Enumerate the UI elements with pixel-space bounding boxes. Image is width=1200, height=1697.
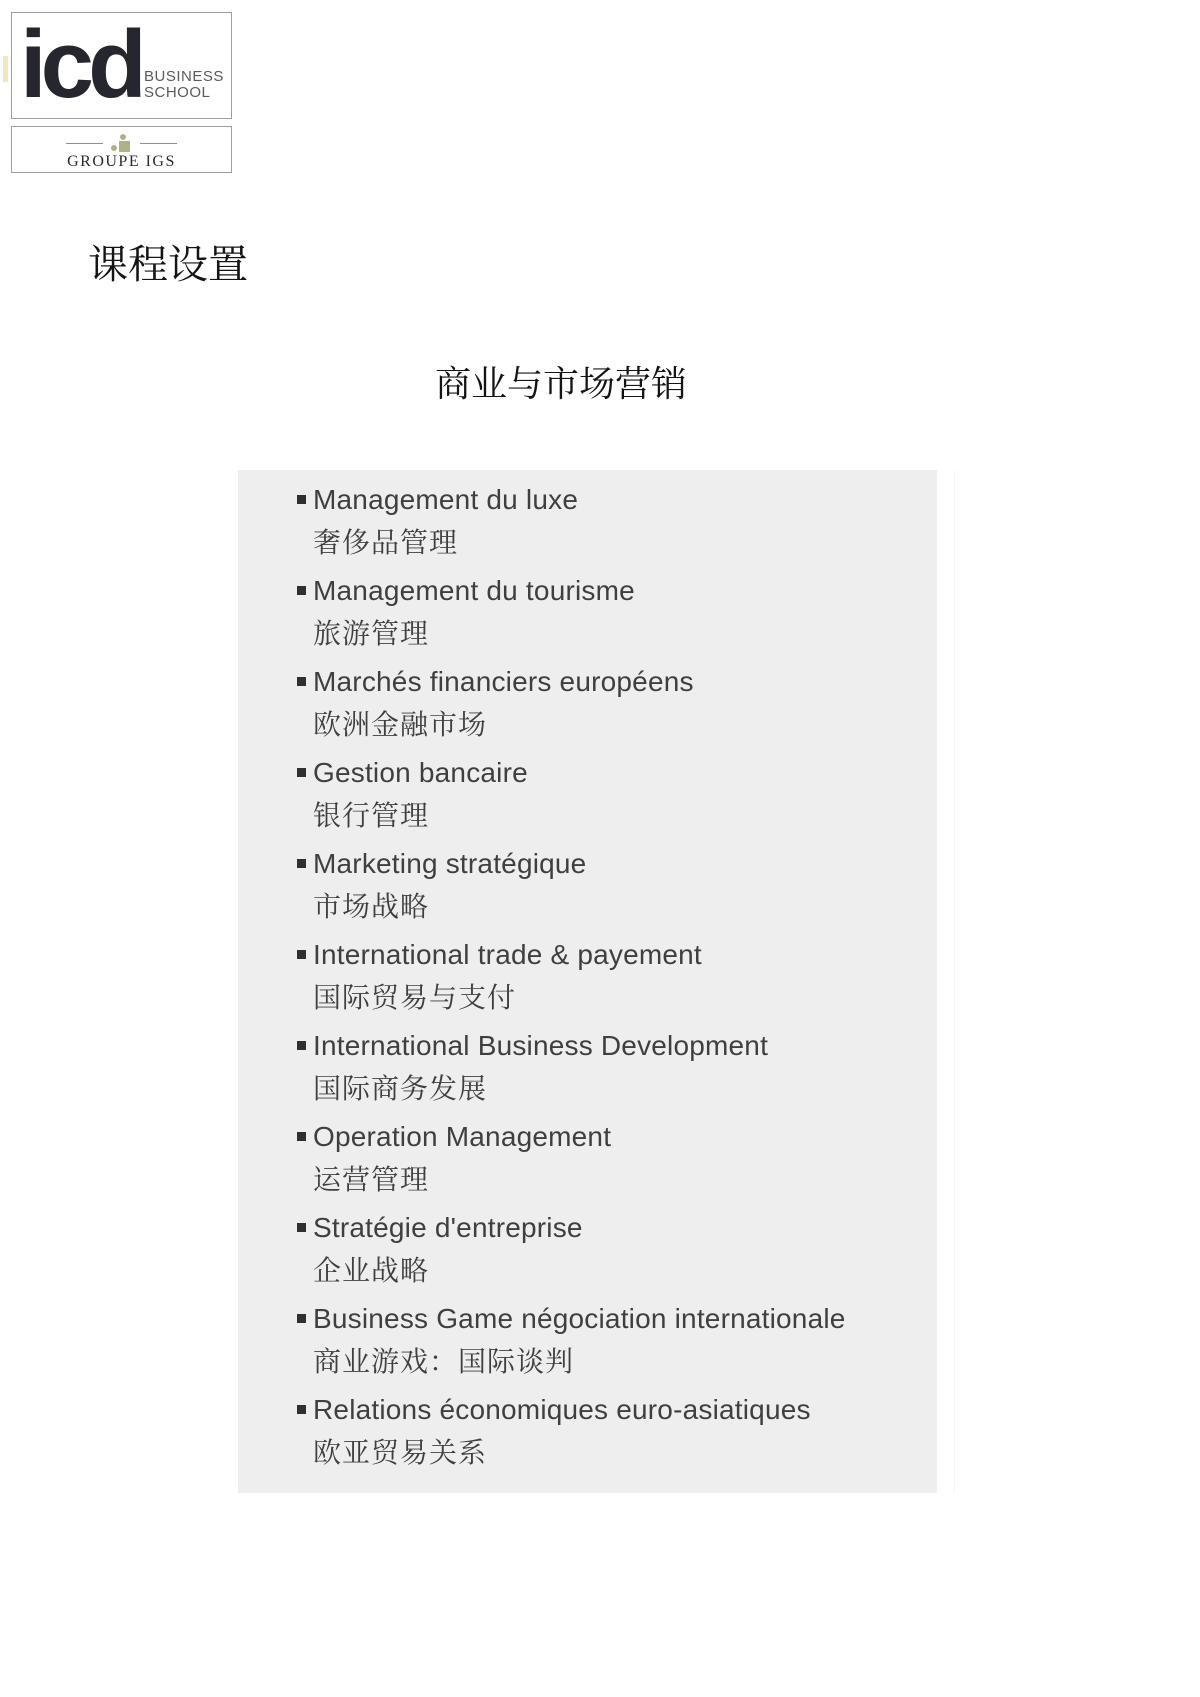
course-title-french: Operation Management bbox=[313, 1121, 612, 1152]
course-title-french: Marketing stratégique bbox=[313, 848, 587, 879]
course-title-chinese: 商业游戏：国际谈判 bbox=[313, 1346, 575, 1377]
course-title-french: Gestion bancaire bbox=[313, 757, 528, 788]
course-title-french: Stratégie d'entreprise bbox=[313, 1212, 583, 1243]
people-icon-dot-head bbox=[120, 134, 126, 140]
business-school-label bbox=[144, 69, 224, 101]
course-title-french: Marchés financiers européens bbox=[313, 666, 694, 697]
course-title-french: Business Game négociation internationale bbox=[313, 1303, 846, 1334]
course-title-chinese: 市场战略 bbox=[313, 891, 430, 922]
course-title-chinese: 运营管理 bbox=[313, 1164, 430, 1195]
emblem-right-line bbox=[140, 143, 177, 144]
table-border-line bbox=[954, 470, 955, 1493]
course-title-french: Management du luxe bbox=[313, 484, 579, 515]
course-item bbox=[297, 569, 937, 655]
course-item bbox=[297, 933, 937, 1019]
course-title-chinese: 国际商务发展 bbox=[313, 1073, 488, 1104]
section-title: 商业与市场营销 bbox=[435, 363, 688, 404]
business-school-line1: BUSINESS bbox=[144, 68, 224, 85]
course-item bbox=[297, 751, 937, 837]
course-item bbox=[297, 1206, 937, 1292]
emblem-left-line bbox=[66, 143, 103, 144]
groupe-igs-logo bbox=[11, 126, 232, 173]
course-title-french: Relations économiques euro-asiatiques bbox=[313, 1394, 811, 1425]
course-list bbox=[238, 470, 937, 1474]
business-school-line2: SCHOOL bbox=[144, 84, 211, 101]
course-item bbox=[297, 1024, 937, 1110]
page-title: 课程设置 bbox=[88, 243, 248, 287]
course-title-chinese: 欧洲金融市场 bbox=[313, 709, 488, 740]
icd-business-school-logo bbox=[11, 12, 232, 119]
course-item bbox=[297, 1388, 937, 1474]
groupe-igs-emblem bbox=[12, 133, 231, 153]
course-title-french: Management du tourisme bbox=[313, 575, 635, 606]
course-title-french: International Business Development bbox=[313, 1030, 769, 1061]
people-icon bbox=[110, 133, 133, 153]
course-title-chinese: 旅游管理 bbox=[313, 618, 430, 649]
groupe-igs-label: GROUPE IGS bbox=[67, 153, 176, 170]
icd-wordmark: icd bbox=[20, 11, 141, 118]
people-icon-dot-small bbox=[111, 145, 117, 151]
course-list-panel bbox=[238, 470, 937, 1493]
course-title-chinese: 银行管理 bbox=[313, 800, 430, 831]
course-title-chinese: 国际贸易与支付 bbox=[313, 982, 517, 1013]
course-item bbox=[297, 660, 937, 746]
course-title-french: International trade & payement bbox=[313, 939, 702, 970]
course-title-chinese: 欧亚贸易关系 bbox=[313, 1437, 488, 1468]
course-item bbox=[297, 842, 937, 928]
course-item bbox=[297, 478, 937, 564]
course-item bbox=[297, 1297, 937, 1383]
people-icon-body bbox=[119, 141, 130, 152]
course-title-chinese: 企业战略 bbox=[313, 1255, 430, 1286]
scan-artifact bbox=[3, 56, 8, 82]
course-item bbox=[297, 1115, 937, 1201]
course-title-chinese: 奢侈品管理 bbox=[313, 527, 459, 558]
